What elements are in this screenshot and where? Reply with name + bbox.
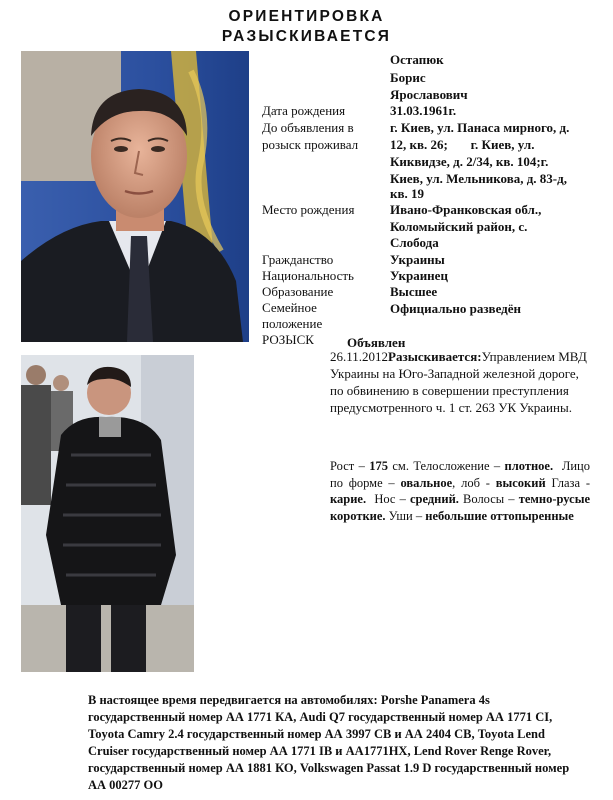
ears-label: Уши – (385, 508, 426, 523)
physical-description (330, 458, 594, 524)
birthplace-line: Ивано-Франковская обл., (390, 202, 542, 217)
height-label: Рост – (330, 459, 370, 473)
citizenship-value: Украины (390, 252, 445, 267)
document-title: ОРИЕНТИРОВКА (228, 8, 385, 25)
education-value: Высшее (390, 284, 438, 299)
first-name: Борис (390, 70, 426, 85)
family-status-label-line-2: положение (262, 316, 323, 331)
document-subtitle: РАЗЫСКИВАЕТСЯ (221, 28, 392, 45)
birthplace-line: Слобода (390, 235, 439, 250)
family-status-label-line-1: Семейное (262, 300, 317, 315)
nose-label: Нос – (366, 492, 410, 506)
patronymic: Ярославович (390, 87, 468, 102)
face-label: Лицо по форме – (330, 459, 594, 490)
address-line: г. Киев, ул. Панаса мирного, д. (390, 120, 570, 135)
search-label: РОЗЫСК (262, 332, 314, 347)
announcement-text (330, 348, 592, 416)
hair-label: Волосы – (458, 492, 519, 506)
height-value: 175 (369, 459, 388, 473)
vehicles-text: В настоящее время передвигается на автомобилях: Porshe Panamera 4s государственный номер АА 1771 КА, Audi Q7 государственный номер АА 1771 СІ, Toyota Camry 2.4 государственный номер АА 3997 СВ и АА 2404 СВ, Toyota Lend Cruiser государственный номер АА 1771 ІВ и АА1771НХ, Lend Rover Renge Rover, государственный номер АА 1881 КО, Volkswagen Passat 1.9 D государственный номер АА 00277 ОО (88, 693, 570, 792)
residence-label-line-1: До объявления в (262, 120, 354, 135)
nationality-label: Национальность (262, 268, 354, 283)
education-label: Образование (262, 284, 334, 299)
nose-value: средний. (409, 492, 459, 506)
eyes-label: Глаза - (545, 475, 590, 490)
build-label: Телосложение – (408, 459, 505, 473)
height-unit: см. (387, 459, 409, 473)
nationality-value: Украинец (390, 268, 448, 283)
family-status-value: Официально разведён (390, 301, 522, 316)
face-value: овальное (400, 475, 453, 490)
announcement-date: 26.11.2012 (330, 349, 389, 364)
birth-date-label: Дата рождения (262, 103, 346, 118)
address-line: 12, кв. 26; г. Киев, ул. (390, 137, 535, 152)
eyes-value: карие. (330, 492, 367, 506)
address-line: Киквидзе, д. 2/34, кв. 104;г. (390, 154, 549, 169)
birthplace-label: Место рождения (262, 202, 355, 217)
birth-date-value: 31.03.1961г. (390, 103, 457, 118)
forehead-value: высокий (495, 475, 546, 490)
street-photo (21, 355, 194, 672)
birthplace-line: Коломыйский район, с. (390, 219, 528, 234)
wanted-label: Разыскивается: (388, 349, 482, 364)
announced-header: Объявлен (347, 335, 406, 350)
hair-value: темно-русые короткие. (330, 492, 591, 523)
portrait-photo (21, 51, 249, 342)
forehead-label: , лоб - (452, 475, 496, 490)
citizenship-label: Гражданство (262, 252, 334, 267)
announcement-body: Управлением МВД Украины на Юго-Западной железной дороге, по обвинению в совершении преступления предусмотренного ч. 1 ст. 263 УК Украины. (330, 349, 587, 415)
build-value: плотное. (504, 459, 554, 473)
address-line: Киев, ул. Мельникова, д. 83-д, (390, 171, 567, 186)
address-line: кв. 19 (390, 186, 425, 201)
residence-label-line-2: розыск проживал (262, 137, 359, 152)
surname: Остапюк (390, 52, 444, 67)
ears-value: небольшие оттопыренные (425, 508, 574, 523)
